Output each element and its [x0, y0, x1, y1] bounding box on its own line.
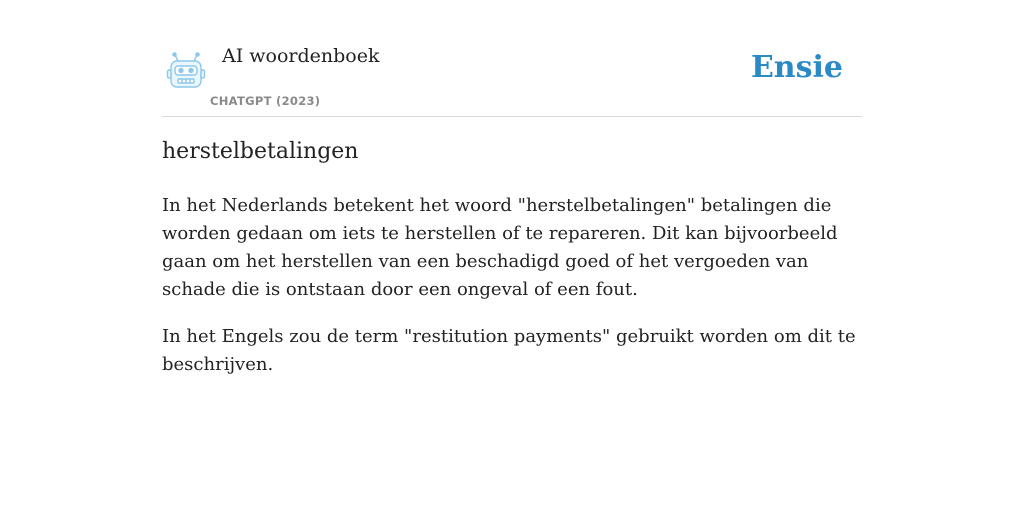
term-title: herstelbetalingen — [162, 139, 359, 164]
definition-paragraph-2: In het Engels zou de term "restitution payments" gebruikt worden om dit te beschrijven. — [162, 326, 856, 375]
dictionary-title[interactable]: AI woordenboek — [222, 45, 380, 67]
definition-paragraph-1: In het Nederlands betekent het woord "herstelbetalingen" betalingen die worden gedaan om iets te herstellen of te repareren. Dit kan bijvoorbeeld gaan om het herstellen van een beschadigd goed of het vergoeden van schade die is ontstaan door een ongeval of een fout. — [162, 195, 838, 300]
source-subtitle: CHATGPT (2023) — [210, 94, 321, 108]
page — [162, 0, 862, 375]
ensie-logo[interactable]: Ensie — [750, 50, 843, 85]
robot-icon — [166, 52, 206, 90]
header — [162, 0, 862, 117]
definition — [162, 192, 862, 398]
